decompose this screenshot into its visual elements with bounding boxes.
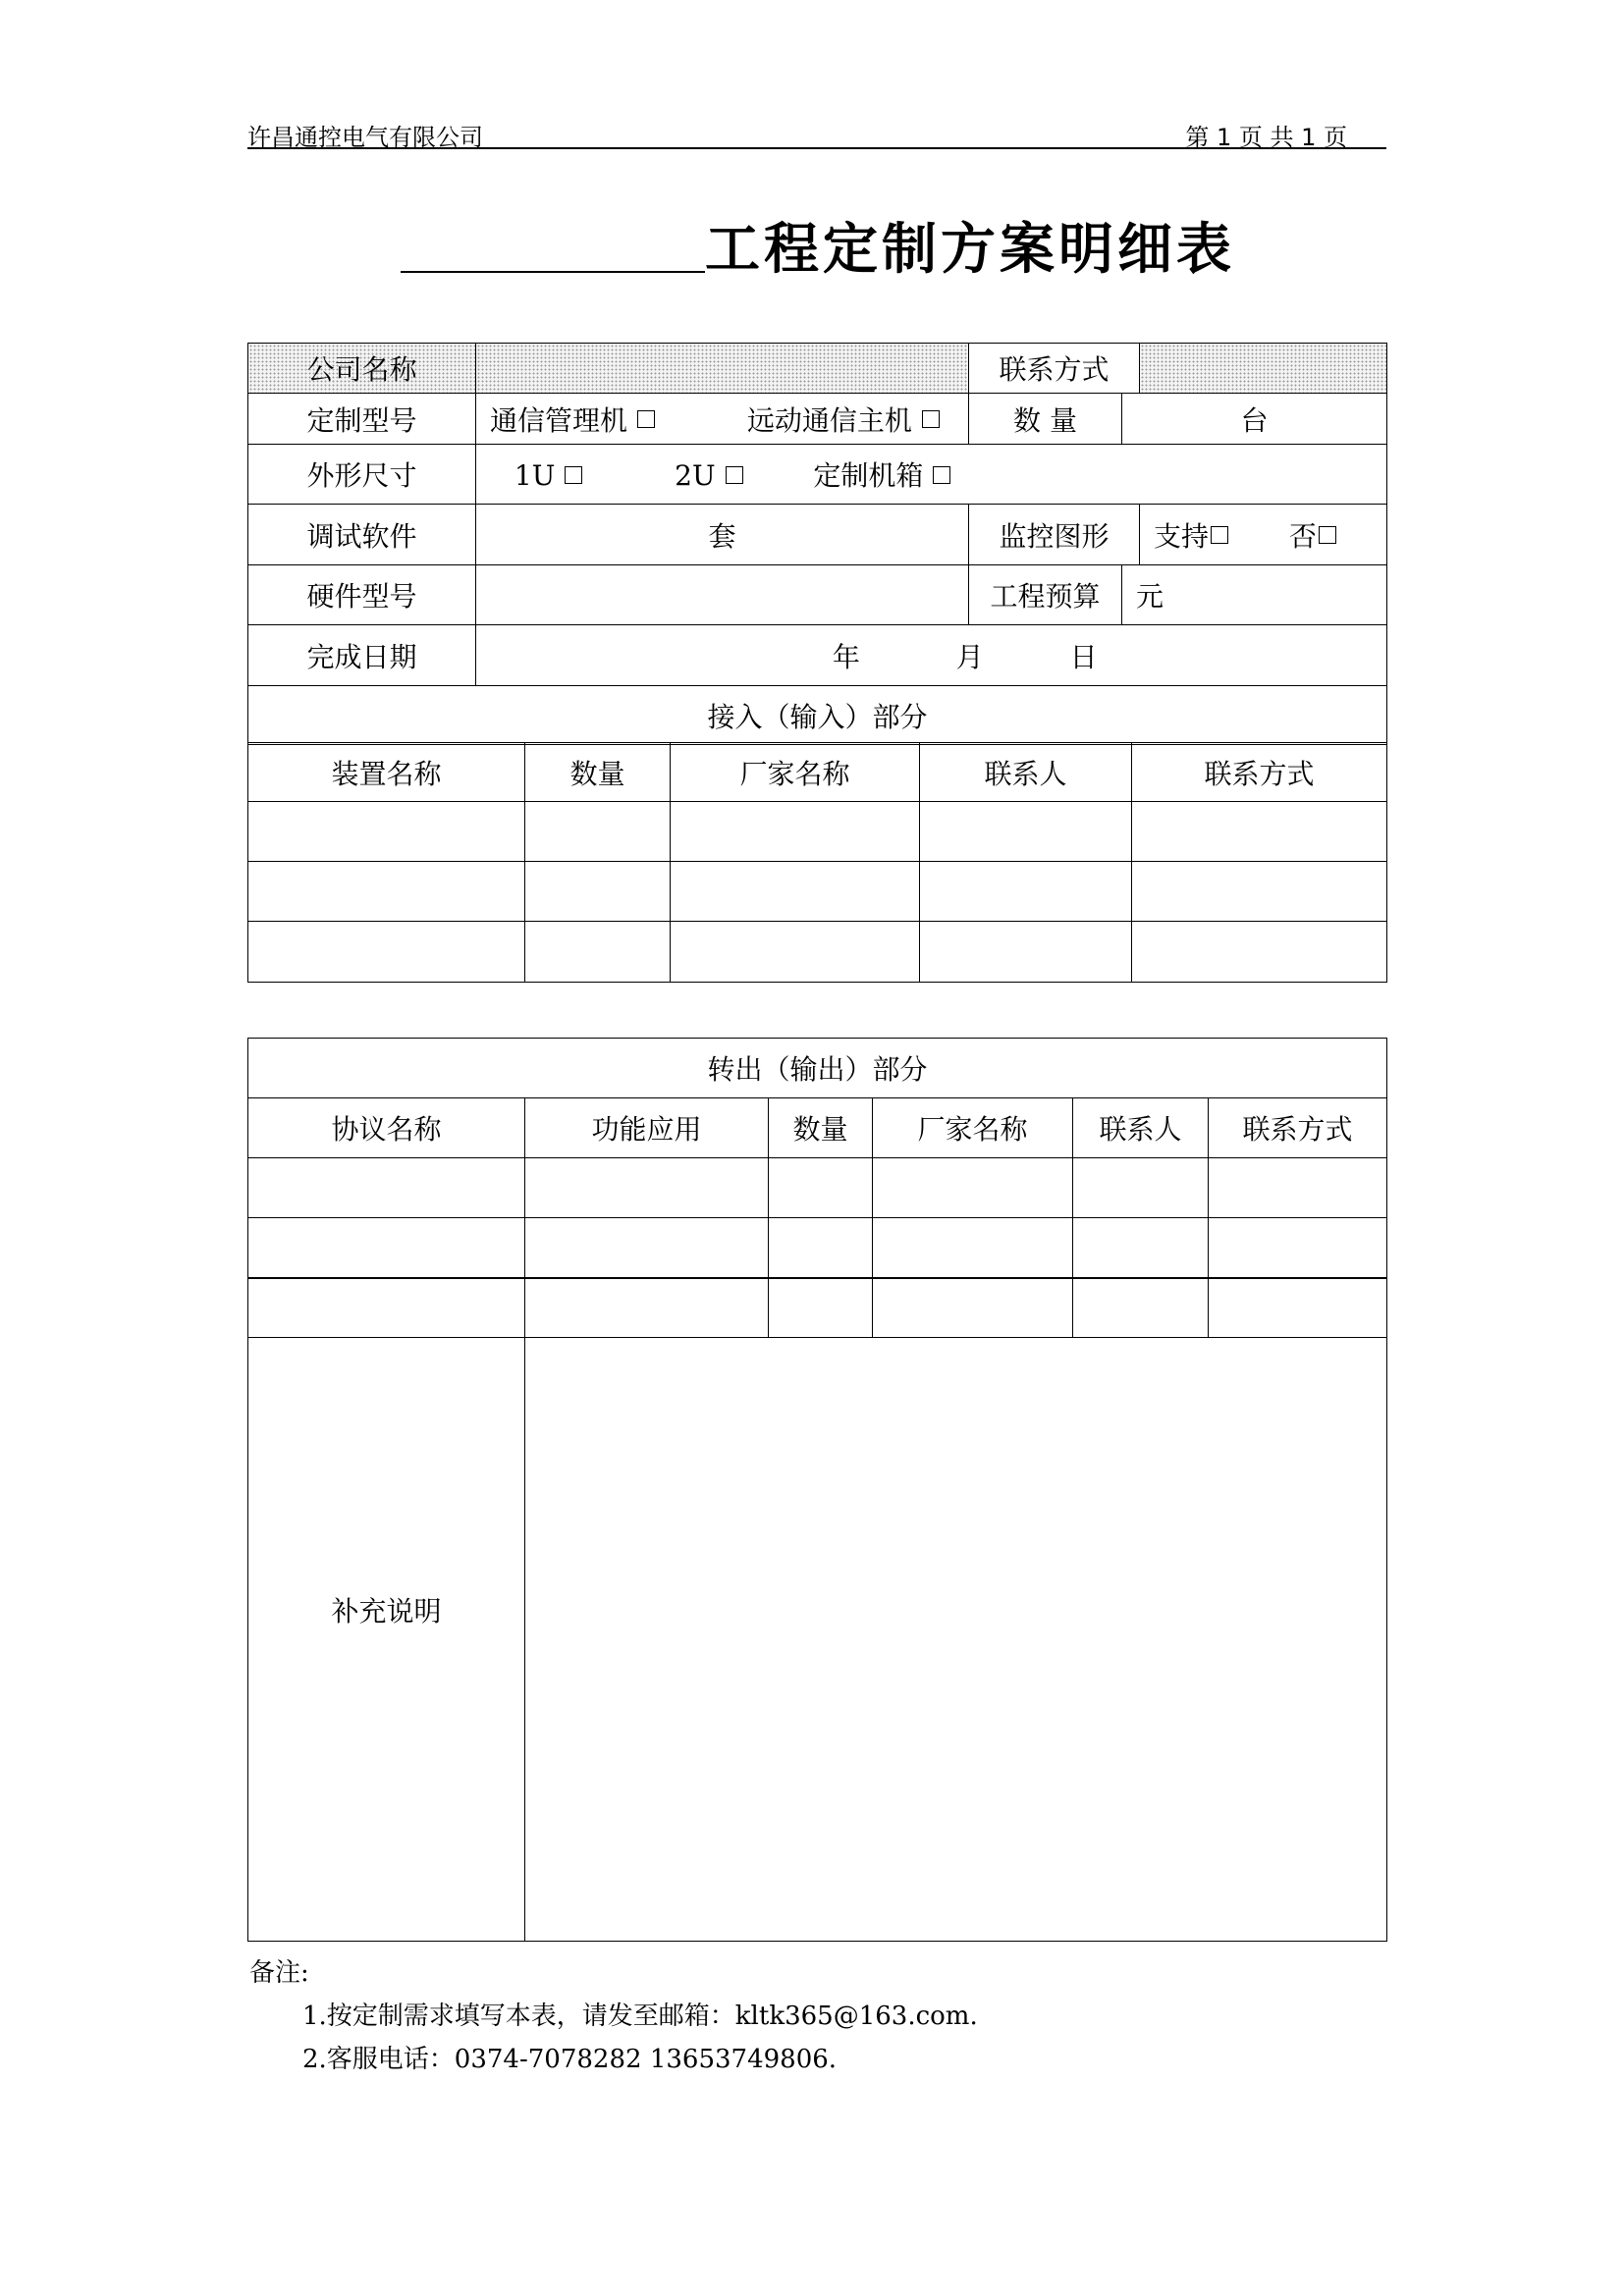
- hardware-field[interactable]: [476, 565, 969, 625]
- date-year: 年: [832, 640, 860, 673]
- table-row: [248, 862, 1387, 922]
- model-opt2-label: 远动通信主机: [746, 403, 912, 437]
- supplement-label: 补充说明: [248, 1279, 525, 1942]
- date-month: 月: [955, 640, 984, 673]
- budget-field[interactable]: [1122, 565, 1387, 625]
- input-cell[interactable]: [1132, 862, 1387, 922]
- date-day: 日: [1069, 640, 1098, 673]
- info-row-software: [248, 505, 1387, 565]
- output-cell[interactable]: [525, 1158, 769, 1218]
- output-cell[interactable]: [525, 1218, 769, 1278]
- input-cell[interactable]: [671, 922, 920, 983]
- monitor-no-label: 否: [1288, 519, 1317, 553]
- size-options: [476, 445, 1387, 505]
- input-section-row: [248, 686, 1387, 745]
- input-cell[interactable]: [1132, 922, 1387, 983]
- supplement-table: [247, 1278, 1387, 1942]
- input-header-row: [248, 743, 1387, 802]
- model-opt1-checkbox[interactable]: [637, 410, 655, 428]
- header-page-info: 第 1 页 共 1 页: [1185, 124, 1347, 151]
- output-col-person: 联系人: [1073, 1098, 1209, 1158]
- contact-label: 联系方式: [969, 344, 1140, 394]
- table-row: [248, 922, 1387, 983]
- software-field[interactable]: [476, 505, 969, 565]
- company-name-field[interactable]: [476, 344, 969, 394]
- output-col-vendor: 厂家名称: [873, 1098, 1073, 1158]
- output-cell[interactable]: [1209, 1158, 1387, 1218]
- output-cell[interactable]: [1073, 1218, 1209, 1278]
- input-cell[interactable]: [248, 862, 525, 922]
- model-opt1-label: 通信管理机: [490, 403, 628, 437]
- size-label: 外形尺寸: [248, 445, 476, 505]
- input-cell[interactable]: [248, 922, 525, 983]
- output-col-protocol: 协议名称: [248, 1098, 525, 1158]
- output-cell[interactable]: [248, 1158, 525, 1218]
- output-cell[interactable]: [1209, 1218, 1387, 1278]
- output-cell[interactable]: [769, 1158, 873, 1218]
- supplement-field[interactable]: [525, 1279, 1387, 1942]
- table-row: [248, 1158, 1387, 1218]
- budget-label: 工程预算: [969, 565, 1122, 625]
- input-col-device: 装置名称: [248, 743, 525, 802]
- model-label: 定制型号: [248, 394, 476, 445]
- monitor-no-checkbox[interactable]: [1319, 526, 1336, 544]
- output-cell[interactable]: [873, 1218, 1073, 1278]
- notes-line-1: 1.按定制需求填写本表，请发至邮箱：kltk365@163.com.: [302, 2002, 978, 2031]
- page-header: [247, 116, 1386, 149]
- supplement-row: [248, 1279, 1387, 1942]
- input-cell[interactable]: [920, 922, 1132, 983]
- input-cell[interactable]: [248, 802, 525, 862]
- input-col-person: 联系人: [920, 743, 1132, 802]
- input-cell[interactable]: [920, 862, 1132, 922]
- info-row-model: [248, 394, 1387, 445]
- model-options: [476, 394, 969, 445]
- output-cell[interactable]: [873, 1158, 1073, 1218]
- input-cell[interactable]: [525, 802, 671, 862]
- input-cell[interactable]: [525, 922, 671, 983]
- company-name-label: 公司名称: [248, 344, 476, 394]
- notes-heading: 备注:: [249, 1958, 309, 1988]
- notes-line-2: 2.客服电话：0374-7078282 13653749806.: [302, 2045, 838, 2074]
- input-cell[interactable]: [920, 802, 1132, 862]
- size-opt2-label: 2U: [675, 459, 716, 492]
- size-opt1-checkbox[interactable]: [565, 466, 582, 484]
- info-row-size: [248, 445, 1387, 505]
- monitor-yes-label: 支持: [1154, 519, 1210, 553]
- size-opt3-label: 定制机箱: [813, 459, 924, 492]
- output-cell[interactable]: [769, 1218, 873, 1278]
- info-row-company: [248, 344, 1387, 394]
- input-col-vendor: 厂家名称: [671, 743, 920, 802]
- output-col-contact: 联系方式: [1209, 1098, 1387, 1158]
- input-section-title: 接入（输入）部分: [248, 686, 1387, 745]
- output-col-qty: 数量: [769, 1098, 873, 1158]
- date-label: 完成日期: [248, 625, 476, 686]
- size-opt2-checkbox[interactable]: [726, 466, 743, 484]
- input-cell[interactable]: [1132, 802, 1387, 862]
- output-cell[interactable]: [1073, 1158, 1209, 1218]
- input-col-qty: 数量: [525, 743, 671, 802]
- info-row-hardware: [248, 565, 1387, 625]
- quantity-field[interactable]: [1122, 394, 1387, 445]
- input-cell[interactable]: [525, 862, 671, 922]
- software-unit: 套: [708, 519, 736, 553]
- size-opt1-label: 1U: [514, 459, 556, 492]
- monitor-label: 监控图形: [969, 505, 1140, 565]
- contact-field[interactable]: [1140, 344, 1387, 394]
- output-cell[interactable]: [248, 1218, 525, 1278]
- date-field[interactable]: [476, 625, 1387, 686]
- output-section-row: [248, 1039, 1387, 1098]
- title-blank-line: [401, 271, 705, 273]
- size-opt3-checkbox[interactable]: [933, 466, 950, 484]
- notes: [249, 1951, 978, 2081]
- software-label: 调试软件: [248, 505, 476, 565]
- model-opt2-checkbox[interactable]: [922, 410, 940, 428]
- page-title: 工程定制方案明细表: [705, 217, 1235, 282]
- monitor-options: [1140, 505, 1387, 565]
- hardware-label: 硬件型号: [248, 565, 476, 625]
- output-section-title: 转出（输出）部分: [248, 1039, 1387, 1098]
- table-row: [248, 802, 1387, 862]
- quantity-unit: 台: [1240, 403, 1269, 437]
- info-table: [247, 343, 1387, 745]
- output-header-row: [248, 1098, 1387, 1158]
- input-cell[interactable]: [671, 802, 920, 862]
- input-col-contact: 联系方式: [1132, 743, 1387, 802]
- input-table: [247, 742, 1387, 983]
- input-cell[interactable]: [671, 862, 920, 922]
- quantity-label: 数 量: [969, 394, 1122, 445]
- info-row-date: [248, 625, 1387, 686]
- header-company: 许昌通控电气有限公司: [247, 124, 483, 151]
- table-row: [248, 1218, 1387, 1278]
- output-col-function: 功能应用: [525, 1098, 769, 1158]
- budget-unit: 元: [1136, 580, 1164, 613]
- monitor-yes-checkbox[interactable]: [1211, 526, 1228, 544]
